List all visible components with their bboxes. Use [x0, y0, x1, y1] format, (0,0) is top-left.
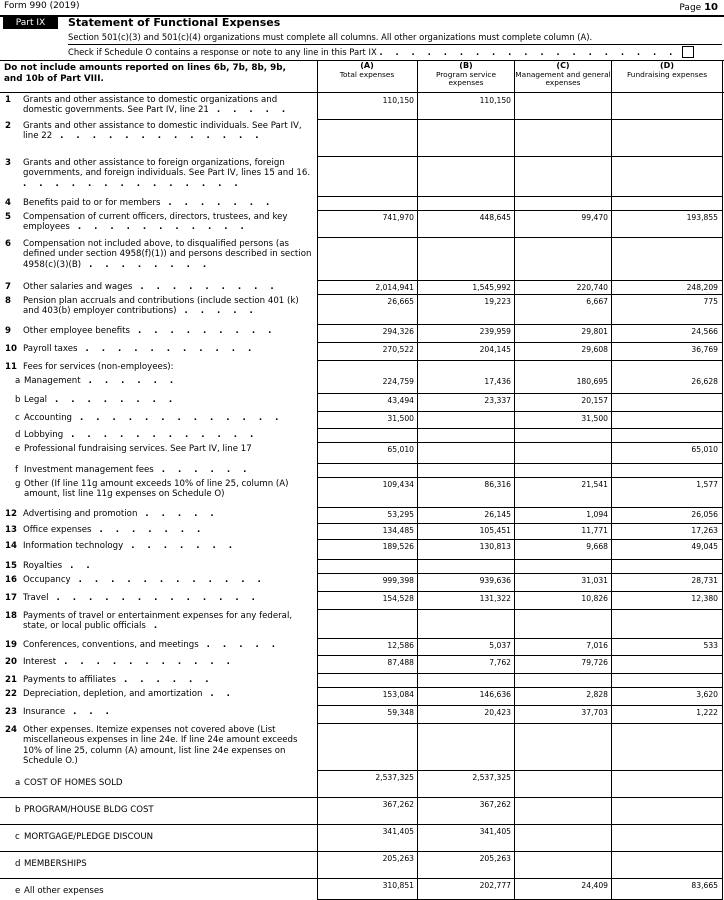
amount-col-d: 1,222 — [696, 708, 718, 717]
row-number: c — [15, 832, 20, 842]
amount-col-a: 134,485 — [382, 526, 414, 535]
row-label — [5, 95, 313, 116]
col-a-header: (A) Total expenses — [339, 61, 395, 79]
leader-dots: . . . . . . . . — [47, 395, 178, 405]
amount-col-b: 1,545,992 — [472, 283, 511, 292]
amount-col-b: 20,423 — [484, 708, 511, 717]
leader-dots: . . . . . . . . . . . . . — [48, 593, 260, 603]
amount-col-b: 2,537,325 — [472, 773, 511, 782]
row-number: 2 — [5, 121, 11, 131]
leader-dots: . . . . . . . . . . . . . — [72, 413, 284, 423]
amount-col-a: 110,150 — [382, 96, 414, 105]
row-label — [5, 525, 313, 535]
row-text: Accounting — [24, 413, 72, 423]
amount-col-b: 448,645 — [479, 213, 511, 222]
row-label — [15, 444, 313, 454]
amount-col-d: 26,628 — [691, 377, 718, 386]
row-label — [5, 212, 313, 233]
amount-col-a: 12,586 — [387, 641, 414, 650]
amount-col-b: 146,636 — [479, 690, 511, 699]
row-label — [5, 158, 313, 189]
row-text: Compensation of current officers, directors, trustees, and key employees — [23, 212, 288, 233]
row-label — [5, 561, 313, 571]
row-label — [5, 657, 313, 667]
row-number: e — [15, 444, 21, 454]
leader-dots: . . . — [65, 707, 114, 717]
amount-col-d: 533 — [703, 641, 718, 650]
amount-col-c: 37,703 — [581, 708, 608, 717]
row-label — [15, 395, 313, 405]
row-number: 15 — [5, 561, 17, 571]
row-text: Lobbying — [24, 430, 64, 440]
schedule-o-checkbox[interactable] — [682, 46, 694, 58]
schedule-o-note: Check if Schedule O contains a response or note to any line in this Part IX . . . . . . . . . . . . . . . . . . . — [68, 47, 678, 57]
amount-col-b: 17,436 — [484, 377, 511, 386]
row-label — [5, 707, 313, 717]
page-label: Page — [679, 3, 702, 13]
row-number: d — [15, 430, 21, 440]
leader-dots: . . . . . . . — [123, 541, 237, 551]
row-text: Compensation not included above, to disqualified persons (as defined under section 4958(f)(1)) and persons described in section 4958(c)(3)(B) — [23, 239, 312, 270]
row-label — [5, 239, 313, 270]
amount-col-b: 205,263 — [479, 854, 511, 863]
amount-col-d: 65,010 — [691, 445, 718, 454]
amount-col-b: 204,145 — [479, 345, 511, 354]
amount-col-c: 99,470 — [581, 213, 608, 222]
row-text: Payroll taxes — [23, 344, 78, 354]
row-label — [15, 430, 313, 440]
row-number: a — [15, 778, 21, 788]
amount-col-b: 86,316 — [484, 480, 511, 489]
amount-col-a: 270,522 — [382, 345, 414, 354]
leader-dots: . . . . . . . . . . . — [56, 657, 235, 667]
row-number: b — [15, 395, 21, 405]
row-number: 10 — [5, 344, 17, 354]
amount-col-a: 53,295 — [387, 510, 414, 519]
amount-col-c: 29,801 — [581, 327, 608, 336]
amount-col-b: 105,451 — [479, 526, 511, 535]
amount-col-a: 189,526 — [382, 542, 414, 551]
amount-col-d: 17,263 — [691, 526, 718, 535]
amount-col-d: 248,209 — [686, 283, 718, 292]
row-number: 1 — [5, 95, 11, 105]
amount-col-c: 1,094 — [586, 510, 608, 519]
amount-col-b: 23,337 — [484, 396, 511, 405]
row-text: Payments of travel or entertainment expenses for any federal, state, or local public officials — [23, 611, 293, 632]
amount-col-c: 11,771 — [581, 526, 608, 535]
amount-col-b: 130,813 — [479, 542, 511, 551]
row-number: 22 — [5, 689, 17, 699]
row-text: Interest — [23, 657, 57, 667]
row-text: Payments to affiliates — [23, 675, 116, 685]
row-label — [5, 344, 313, 354]
amount-col-a: 224,759 — [382, 377, 414, 386]
row-number: 7 — [5, 282, 11, 292]
row-label — [5, 575, 313, 585]
page-indicator — [679, 2, 718, 13]
row-label — [5, 121, 313, 142]
amount-col-d: 83,665 — [691, 881, 718, 890]
row-number: 9 — [5, 326, 11, 336]
amount-col-b: 131,322 — [479, 594, 511, 603]
row-number: 13 — [5, 525, 17, 535]
row-label — [15, 465, 313, 475]
amount-col-b: 239,959 — [479, 327, 511, 336]
row-text: Other expenses. Itemize expenses not covered above (List miscellaneous expenses in line 24e. If line 24e amount exceeds 10% of line 25, column (A) amount, list line 24e expenses on Schedule O.) — [23, 725, 298, 767]
amount-col-a: 154,528 — [382, 594, 414, 603]
amount-col-a: 205,263 — [382, 854, 414, 863]
row-label — [5, 689, 313, 699]
row-number: 19 — [5, 640, 17, 650]
row-text: All other expenses — [24, 886, 104, 896]
row-text: Legal — [24, 395, 48, 405]
amount-col-b: 202,777 — [479, 881, 511, 890]
schedule-o-text: Check if Schedule O contains a response or note to any line in this Part IX — [68, 47, 377, 57]
row-number: d — [15, 859, 21, 869]
amount-col-a: 59,348 — [387, 708, 414, 717]
row-text: MORTGAGE/PLEDGE DISCOUN — [24, 832, 154, 842]
row-label — [5, 509, 313, 519]
row-label — [15, 832, 313, 842]
amount-col-d: 28,731 — [691, 576, 718, 585]
row-text: Advertising and promotion — [23, 509, 138, 519]
row-text: Office expenses — [23, 525, 92, 535]
row-label — [5, 675, 313, 685]
row-text: Depreciation, depletion, and amortization — [23, 689, 203, 699]
leader-dots: . . . . . . . . . . . — [77, 344, 257, 354]
leader-dots: . — [145, 621, 163, 632]
row-text: Conferences, conventions, and meetings — [23, 640, 199, 650]
amount-col-a: 153,084 — [382, 690, 414, 699]
amount-col-b: 341,405 — [479, 827, 511, 836]
row-number: 6 — [5, 239, 11, 249]
row-number: 17 — [5, 593, 17, 603]
row-label — [15, 778, 313, 788]
row-text: Insurance — [23, 707, 66, 717]
row-text: Grants and other assistance to foreign organizations, foreign governments, and foreign individuals. See Part IV, lines 15 and 16. — [23, 158, 311, 179]
row-number: 11 — [5, 362, 17, 372]
amount-col-d: 36,769 — [691, 345, 718, 354]
row-number: 24 — [5, 725, 17, 735]
row-number: 23 — [5, 707, 17, 717]
leader-dots: . . . . . . . — [160, 198, 275, 208]
amount-col-a: 43,494 — [387, 396, 414, 405]
row-label — [5, 725, 313, 767]
part-instruction: Section 501(c)(3) and 501(c)(4) organizations must complete all columns. All other organizations must complete column (A). — [68, 32, 593, 42]
leader-dots: . . . . . . — [115, 675, 214, 685]
amount-col-a: 341,405 — [382, 827, 414, 836]
amount-col-c: 220,740 — [576, 283, 608, 292]
row-text: Pension plan accruals and contributions (include section 401 (k) and 403(b) employer contributions) — [23, 296, 299, 317]
leader-dots: . . . . . . . . . — [132, 282, 279, 292]
row-number: f — [15, 465, 19, 475]
part-title: Statement of Functional Expenses — [68, 16, 281, 29]
amount-col-c: 180,695 — [576, 377, 608, 386]
row-number: e — [15, 886, 21, 896]
row-text: Professional fundraising services. See Part IV, line 17 — [24, 444, 252, 454]
row-text: Grants and other assistance to domestic individuals. See Part IV, line 22 — [23, 121, 302, 142]
row-number: 18 — [5, 611, 17, 621]
row-number: 3 — [5, 158, 11, 168]
leader-dots: . . . . . . . . . . . — [69, 222, 249, 233]
row-number: 16 — [5, 575, 17, 585]
row-label — [5, 593, 313, 603]
leader-dots: . . . . . . — [80, 376, 179, 386]
amount-col-c: 29,608 — [581, 345, 608, 354]
page-number: 10 — [704, 2, 718, 13]
row-number: 20 — [5, 657, 17, 667]
row-number: g — [15, 479, 21, 489]
amount-col-a: 741,970 — [382, 213, 414, 222]
amount-col-a: 2,014,941 — [375, 283, 414, 292]
amount-col-d: 193,855 — [686, 213, 718, 222]
row-text: MEMBERSHIPS — [24, 859, 87, 869]
row-label — [5, 326, 313, 336]
leader-dots: . . . . . . . . . — [130, 326, 277, 336]
row-label — [5, 296, 313, 317]
amount-col-a: 31,500 — [387, 414, 414, 423]
leader-dots: . . . . . . . . . . . . — [63, 430, 259, 440]
row-number: a — [15, 376, 21, 386]
leader-dots: . . . . . . . . . . . . . . — [23, 178, 243, 189]
amount-col-b: 7,762 — [489, 658, 511, 667]
amount-col-c: 21,541 — [581, 480, 608, 489]
row-text: Travel — [23, 593, 49, 603]
row-number: b — [15, 805, 21, 815]
leader-dots: . . — [202, 689, 235, 699]
row-label — [5, 362, 313, 372]
row-label — [15, 805, 313, 815]
row-text: PROGRAM/HOUSE BLDG COST — [24, 805, 154, 815]
row-text: Fees for services (non-employees): — [23, 362, 174, 372]
amount-col-b: 939,636 — [479, 576, 511, 585]
amount-col-b: 26,145 — [484, 510, 511, 519]
exclusion-note: Do not include amounts reported on lines 6b, 7b, 8b, 9b, and 10b of Part VIII. — [4, 63, 286, 84]
row-label — [15, 859, 313, 869]
row-text: Grants and other assistance to domestic organizations and domestic governments. See Part IV, line 21 — [23, 95, 278, 116]
amount-col-b: 110,150 — [479, 96, 511, 105]
row-number: 12 — [5, 509, 17, 519]
amount-col-c: 6,667 — [586, 297, 608, 306]
row-label — [5, 282, 313, 292]
row-text: Royalties — [23, 561, 63, 571]
amount-col-c: 20,157 — [581, 396, 608, 405]
row-label — [15, 886, 313, 896]
col-b-header: (B) Program service expenses — [435, 61, 496, 88]
amount-col-a: 26,665 — [387, 297, 414, 306]
leader-dots: . . . . . . — [153, 465, 252, 475]
leader-dots: . . . . . . . — [91, 525, 206, 535]
row-number: c — [15, 413, 20, 423]
row-text: Management — [24, 376, 81, 386]
amount-col-b: 5,037 — [489, 641, 511, 650]
part-badge: Part IX — [3, 17, 58, 29]
row-number: 14 — [5, 541, 17, 551]
amount-col-c: 24,409 — [581, 881, 608, 890]
row-label — [5, 611, 313, 632]
leader-dots: . . . . . — [208, 105, 291, 116]
row-text: Other (If line 11g amount exceeds 10% of line 25, column (A) amount, list line 11g expenses on Schedule O) — [24, 479, 289, 500]
amount-col-c: 10,826 — [581, 594, 608, 603]
leader-dots: . . . . . . . . . . . . . — [52, 131, 264, 142]
row-text: Other employee benefits — [23, 326, 131, 336]
row-number: 8 — [5, 296, 11, 306]
col-d-header: (D) Fundraising expenses — [626, 61, 708, 79]
amount-col-d: 1,577 — [696, 480, 718, 489]
amount-col-c: 31,500 — [581, 414, 608, 423]
leader-dots: . . . . . . . . . . . . — [70, 575, 266, 585]
amount-col-a: 65,010 — [387, 445, 414, 454]
amount-col-d: 49,045 — [691, 542, 718, 551]
amount-col-a: 87,488 — [387, 658, 414, 667]
amount-col-c: 2,828 — [586, 690, 608, 699]
amount-col-d: 775 — [703, 297, 718, 306]
row-text: Occupancy — [23, 575, 71, 585]
amount-col-c: 9,668 — [586, 542, 608, 551]
leader-dots: . . . . . . . . — [81, 259, 212, 270]
amount-col-b: 19,223 — [484, 297, 511, 306]
form-label: Form 990 (2019) — [4, 1, 80, 11]
amount-col-d: 3,620 — [696, 690, 718, 699]
amount-col-a: 367,262 — [382, 800, 414, 809]
amount-col-a: 109,434 — [382, 480, 414, 489]
leader-dots: . . . . . — [176, 306, 258, 317]
amount-col-b: 367,262 — [479, 800, 511, 809]
amount-col-c: 7,016 — [586, 641, 608, 650]
row-text: Other salaries and wages — [23, 282, 133, 292]
row-text: Investment management fees — [24, 465, 154, 475]
amount-col-a: 999,398 — [382, 576, 414, 585]
row-number: 4 — [5, 198, 11, 208]
amount-col-d: 26,056 — [691, 510, 718, 519]
leader-dots: . . . . . — [137, 509, 219, 519]
row-label — [5, 198, 313, 208]
row-text: COST OF HOMES SOLD — [24, 778, 123, 788]
row-number: 21 — [5, 675, 17, 685]
row-text: Benefits paid to or for members — [23, 198, 161, 208]
amount-col-a: 2,537,325 — [375, 773, 414, 782]
amount-col-a: 310,851 — [382, 881, 414, 890]
row-label — [15, 413, 313, 423]
row-label — [5, 541, 313, 551]
leader-dots: . . . . . — [198, 640, 280, 650]
row-number: 5 — [5, 212, 11, 222]
amount-col-c: 31,031 — [581, 576, 608, 585]
row-label — [15, 376, 313, 386]
amount-col-a: 294,326 — [382, 327, 414, 336]
row-label — [15, 479, 313, 500]
col-c-header: (C) Management and general expenses — [515, 61, 611, 88]
amount-col-c: 79,726 — [581, 658, 608, 667]
row-label — [5, 640, 313, 650]
amount-col-d: 24,566 — [691, 327, 718, 336]
amount-col-d: 12,380 — [691, 594, 718, 603]
row-text: Information technology — [23, 541, 124, 551]
leader-dots: . . — [62, 561, 95, 571]
